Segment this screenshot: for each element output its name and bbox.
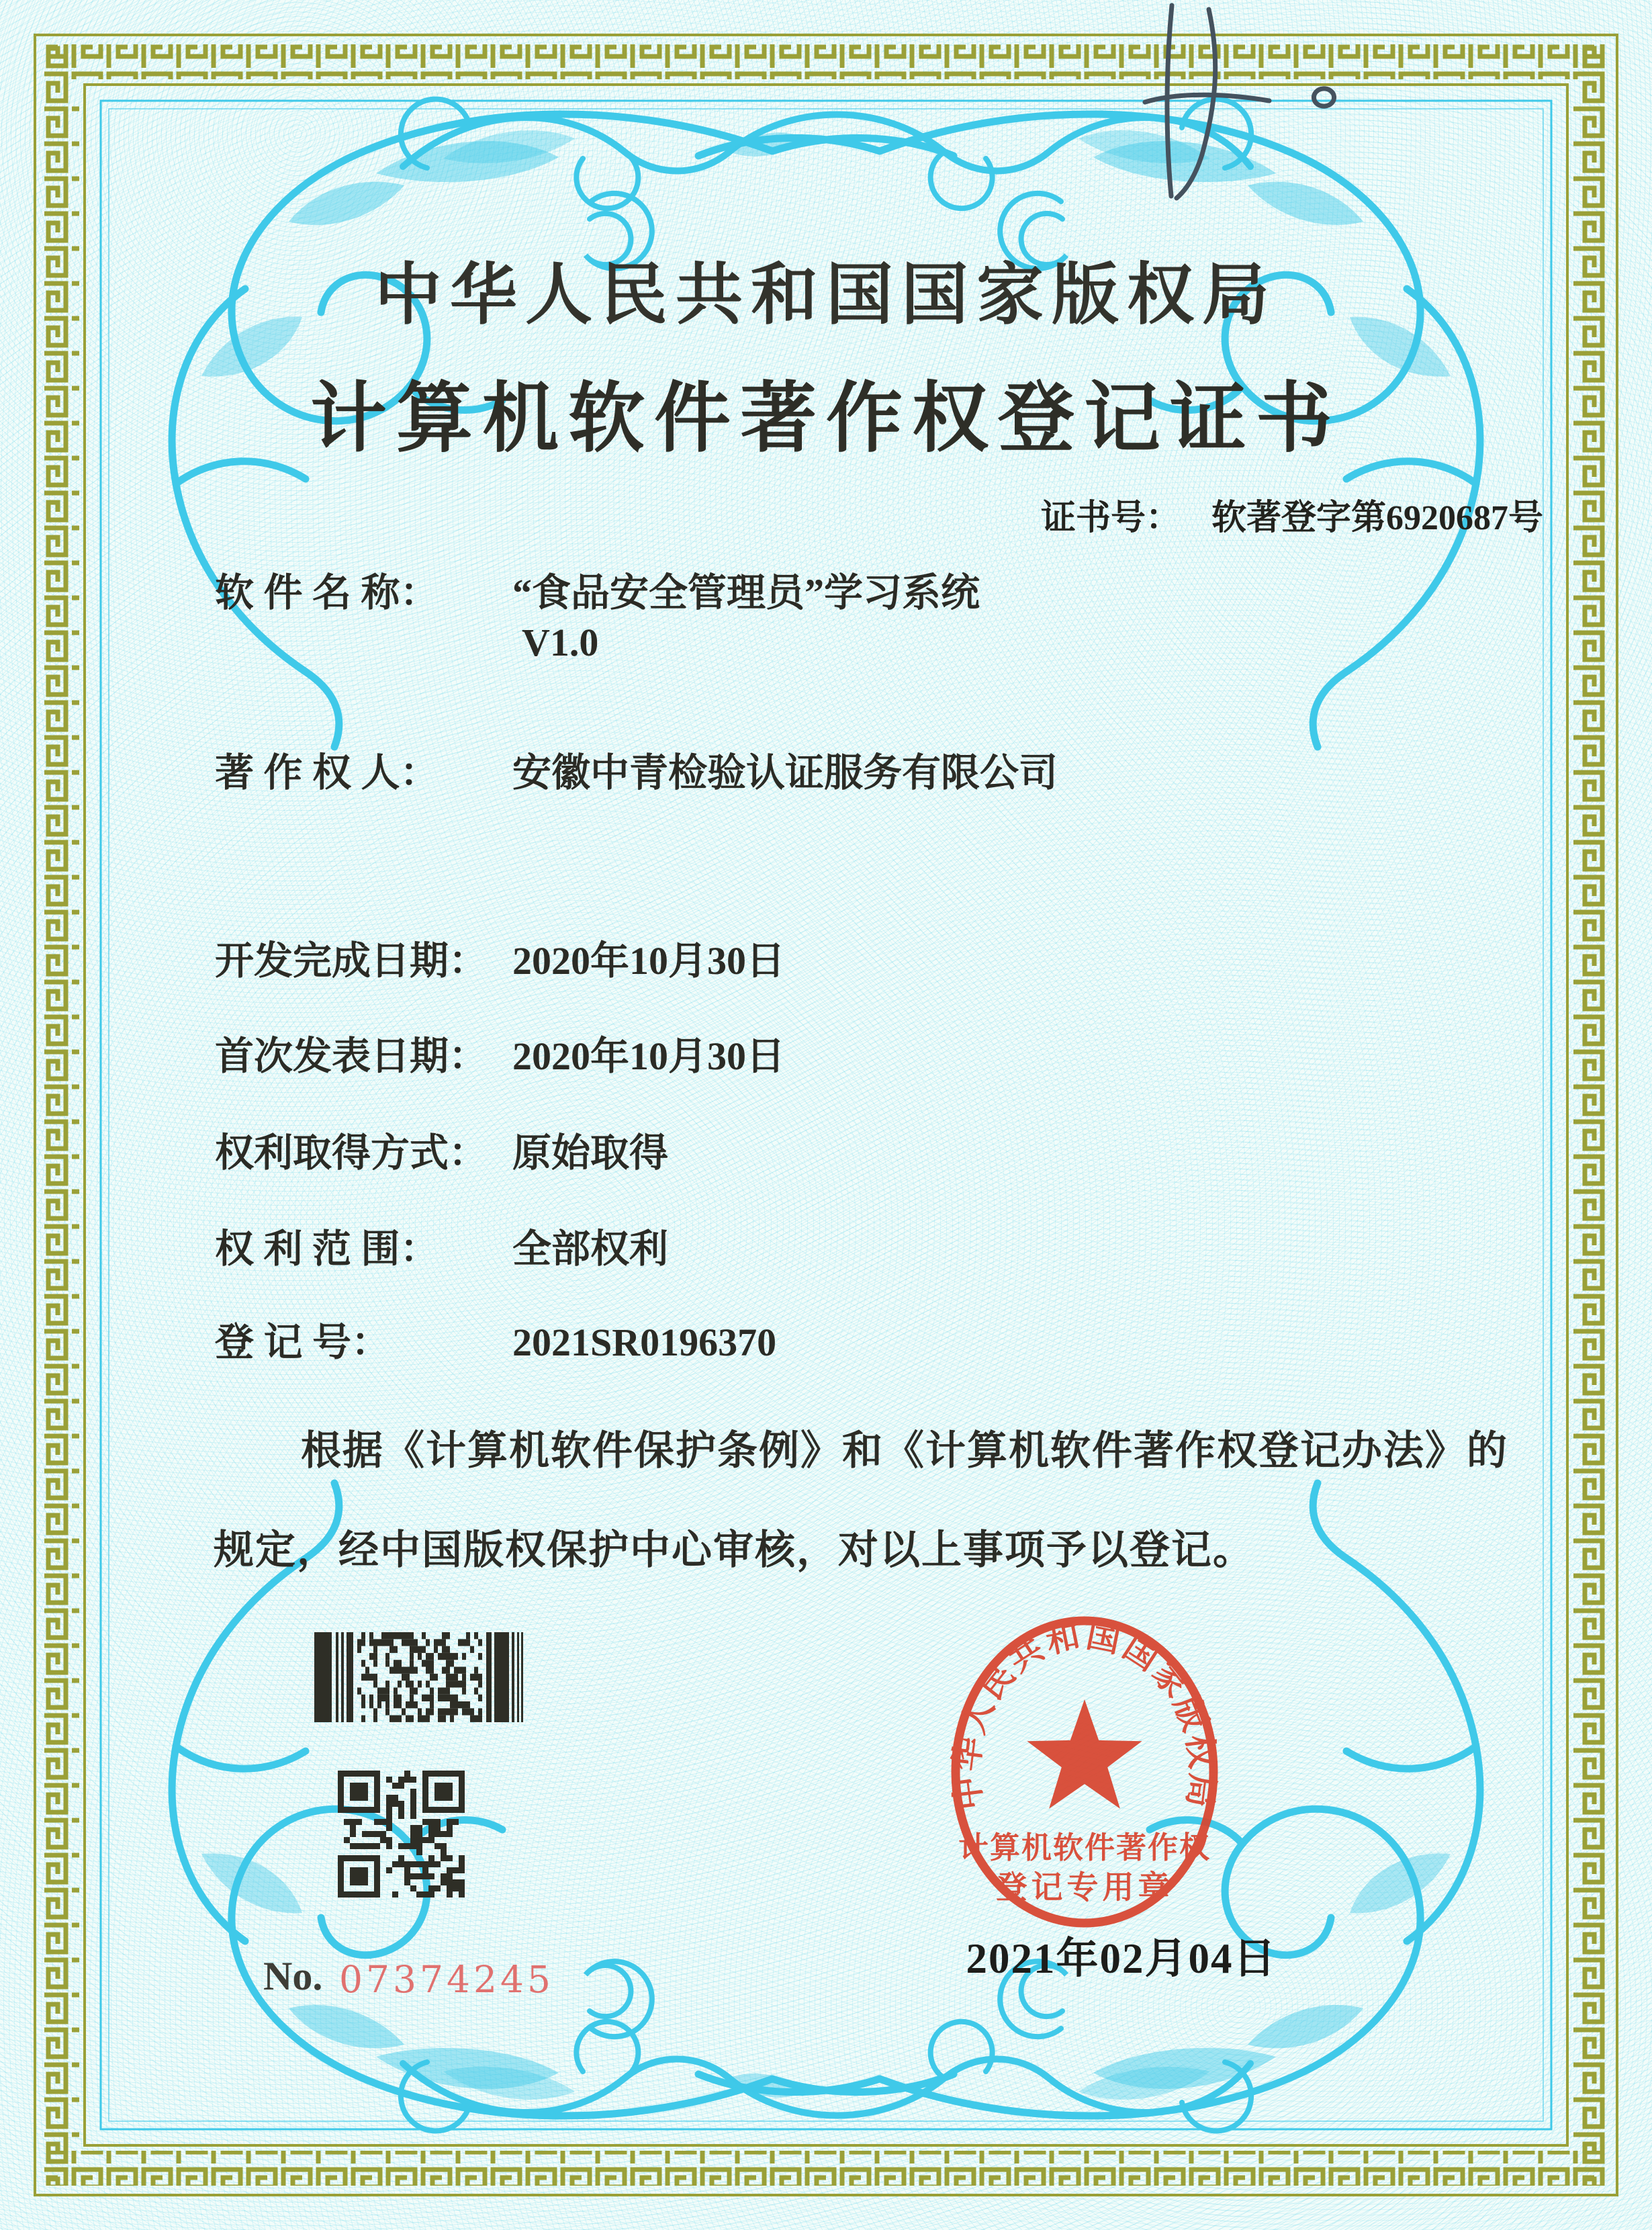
seal-caption-line2: 登记专用章 xyxy=(995,1871,1174,1906)
border-meander-bottom xyxy=(44,2151,1608,2186)
certificate-number-label: 证书号： xyxy=(1041,499,1181,537)
field-value: 2020年10月30日 xyxy=(512,1034,786,1078)
pdf417-barcode xyxy=(314,1632,524,1722)
field-software-version: V1.0 xyxy=(522,621,599,664)
official-seal xyxy=(939,1611,1254,1973)
certificate-number-value: 软著登字第6920687号 xyxy=(1211,499,1544,537)
field-label: 权 利 范 围： xyxy=(215,1227,439,1271)
field-label: 著 作 权 人： xyxy=(215,751,439,795)
field-label: 权利取得方式： xyxy=(215,1131,488,1175)
border-outer-line xyxy=(35,35,1617,2195)
certificate-number-line xyxy=(1041,498,1543,539)
pen-scribble xyxy=(1101,0,1397,222)
seal-star xyxy=(1027,1699,1142,1809)
corner-flourish-bottom-left xyxy=(172,1483,954,2131)
border-meander-left xyxy=(44,44,79,2186)
serial-number-label: No. xyxy=(263,1954,323,1998)
seal-date: 2021年02月04日 xyxy=(966,1935,1277,1982)
seal-caption-line1: 计算机软件著作权 xyxy=(958,1831,1211,1865)
border-meander-right xyxy=(1573,44,1608,2186)
qr-code xyxy=(338,1771,465,1898)
field-value: 原始取得 xyxy=(512,1131,669,1175)
seal-ring-text: 中华人民共和国国家版权局 xyxy=(947,1616,1222,1812)
statement-line-2: 规定，经中国版权保护中心审核，对以上事项予以登记。 xyxy=(214,1528,1254,1572)
certificate-title: 计算机软件著作权登记证书 xyxy=(310,376,1342,461)
field-label: 软 件 名 称： xyxy=(215,571,439,615)
field-value: “食品安全管理员”学习系统 xyxy=(512,571,980,615)
field-value: 安徽中青检验认证服务有限公司 xyxy=(512,751,1058,795)
field-value: 2020年10月30日 xyxy=(512,939,786,983)
field-label: 首次发表日期： xyxy=(215,1034,488,1078)
field-value: 全部权利 xyxy=(512,1227,669,1271)
field-label: 开发完成日期： xyxy=(215,939,488,983)
field-label: 登 记 号： xyxy=(215,1321,391,1364)
serial-number-value: 07374245 xyxy=(339,1958,554,2001)
issuing-authority: 中华人民共和国国家版权局 xyxy=(375,258,1277,332)
field-value: 2021SR0196370 xyxy=(512,1321,777,1364)
statement-line-1: 根据《计算机软件保护条例》和《计算机软件著作权登记办法》的 xyxy=(301,1429,1508,1473)
